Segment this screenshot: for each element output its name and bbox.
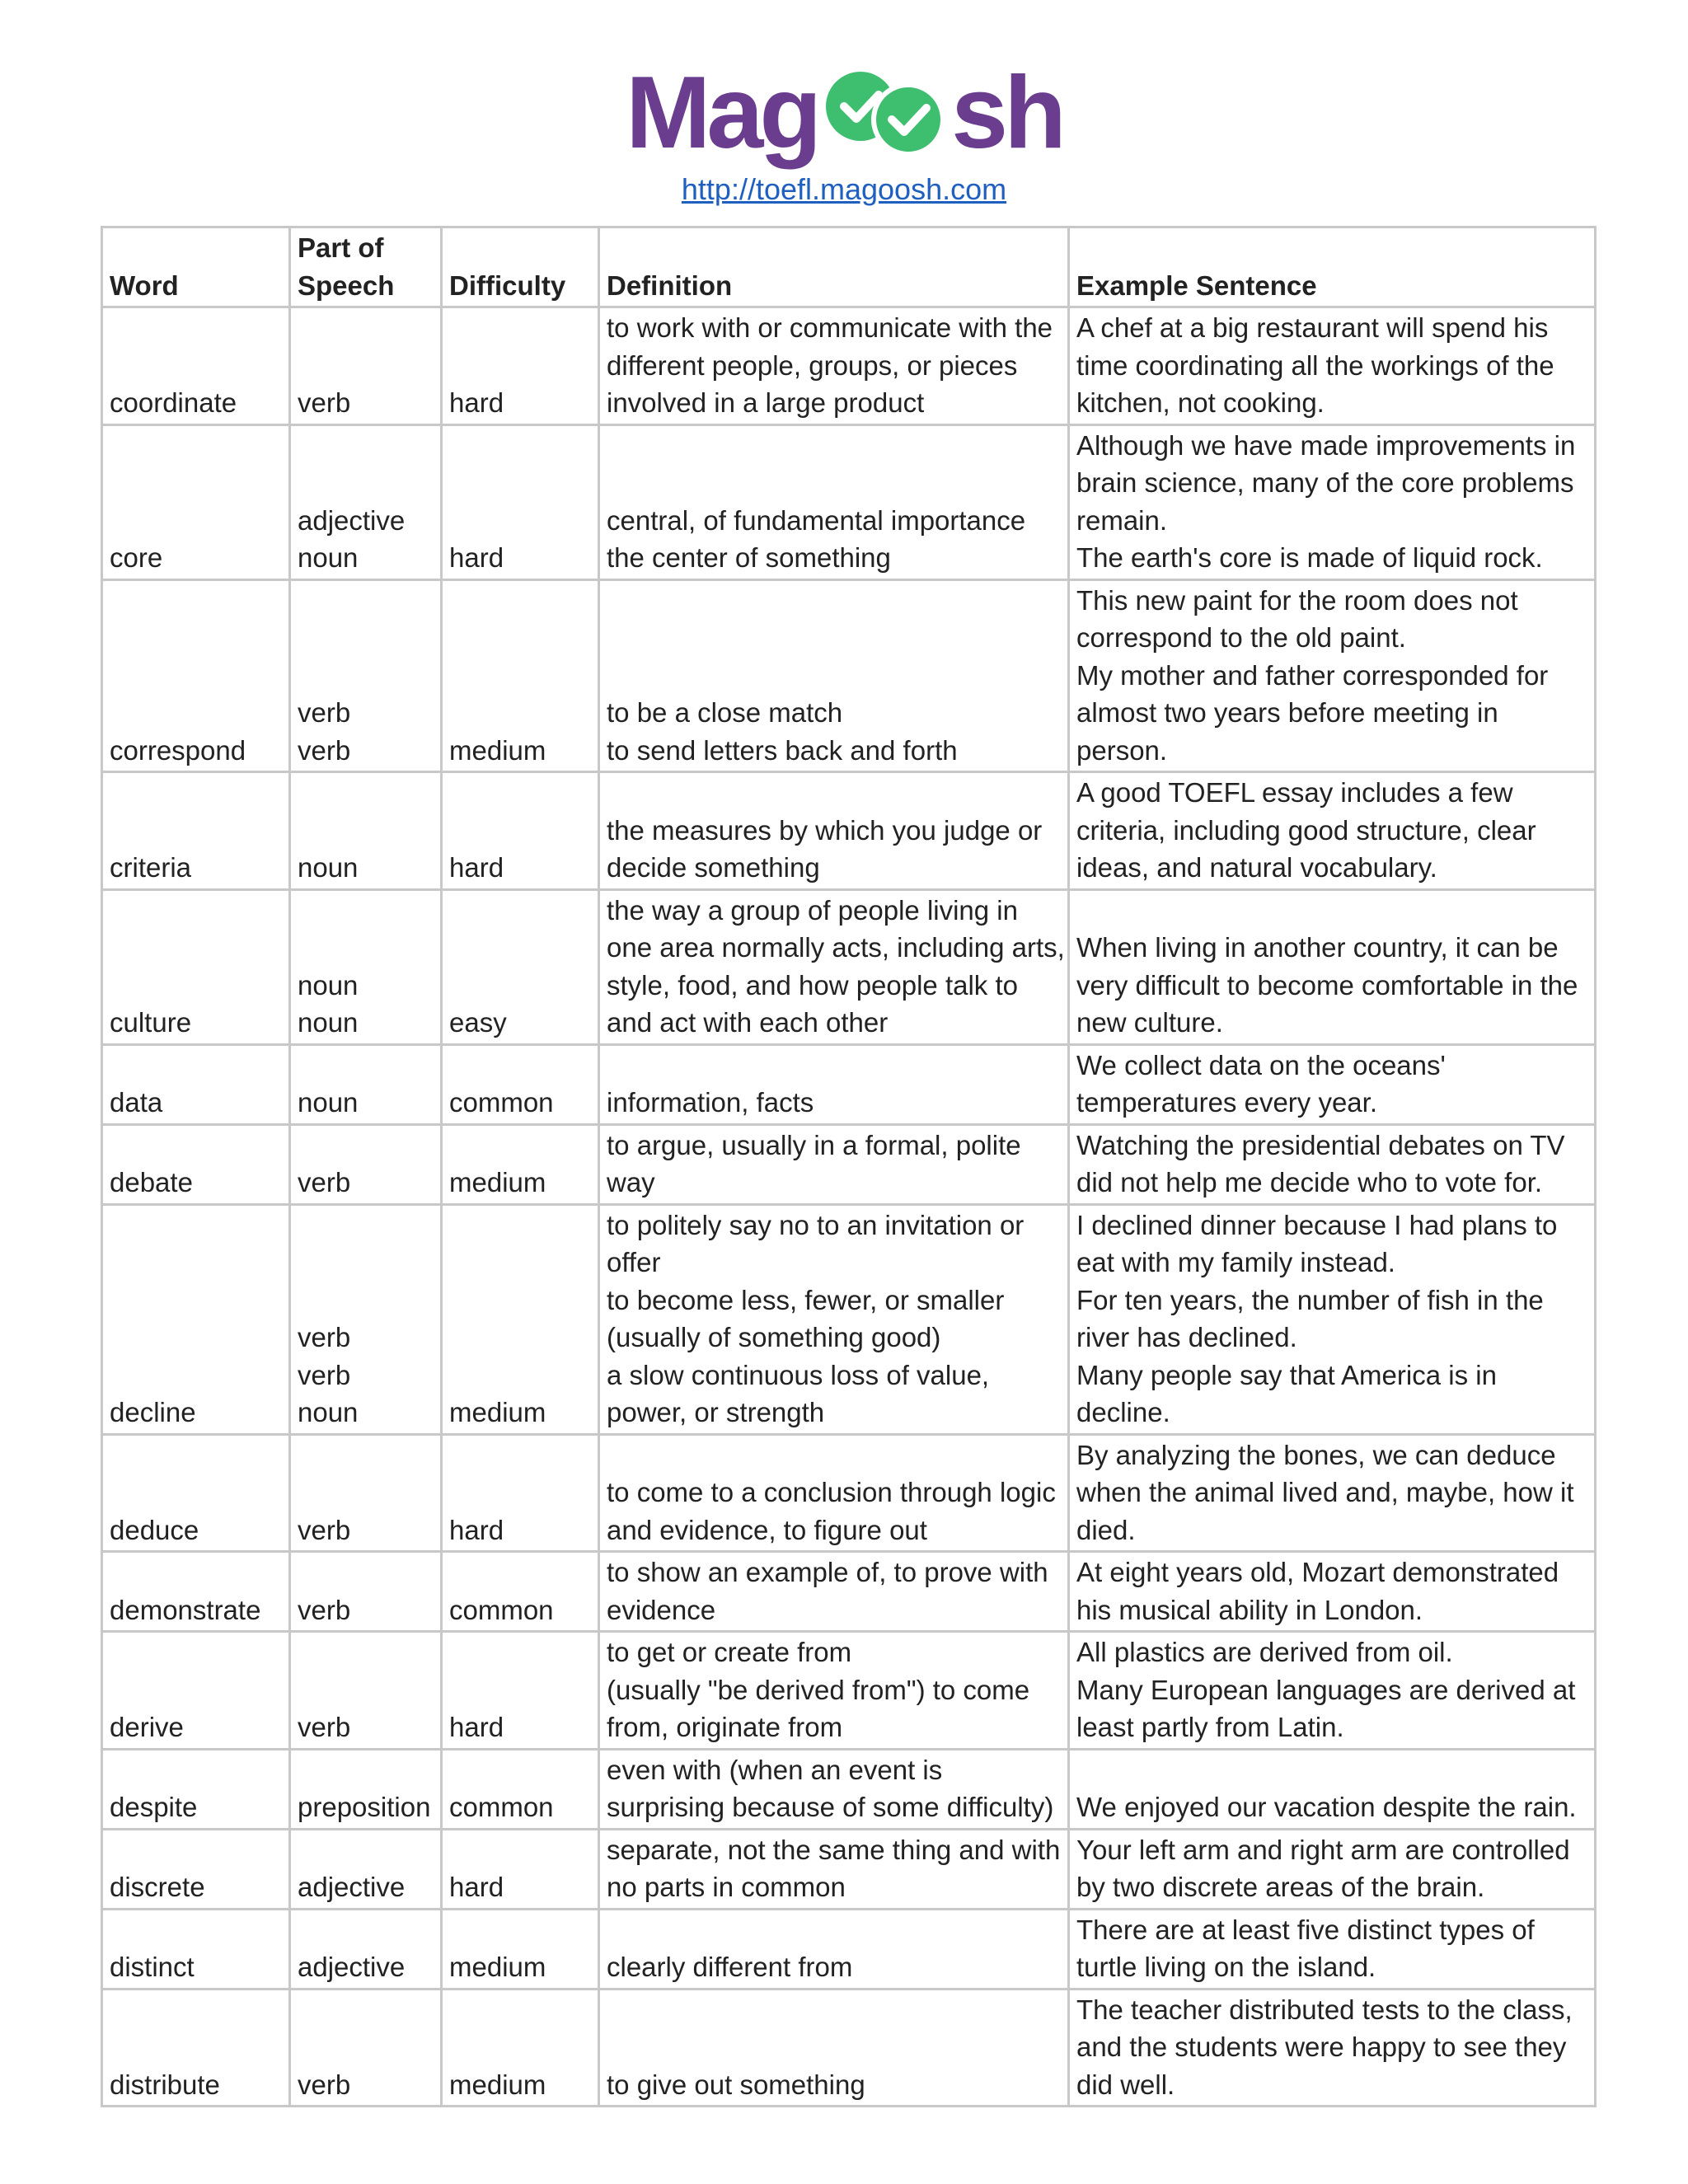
definition-cell: [599, 1829, 1069, 1909]
double-check-icon: [819, 63, 950, 162]
table-row: [102, 772, 1596, 890]
part-of-speech-cell: [290, 772, 442, 890]
example-sentence-cell-line: by two discrete areas of the brain.: [1076, 1872, 1485, 1902]
definition-cell-line: to get or create from: [607, 1637, 852, 1667]
part-of-speech-cell: [290, 1434, 442, 1552]
part-of-speech-cell: [290, 307, 442, 425]
table-row: [102, 1989, 1596, 2107]
header-pos-line: Part of: [298, 232, 384, 263]
example-sentence-cell-line: A good TOEFL essay includes a few: [1076, 777, 1513, 808]
part-of-speech-cell-line: verb: [298, 1322, 351, 1352]
example-sentence-cell: [1069, 1204, 1596, 1434]
example-sentence-cell: [1069, 1989, 1596, 2107]
difficulty-cell: hard: [442, 1434, 599, 1552]
header-pos-line: Speech: [298, 269, 395, 301]
part-of-speech-cell-line: adjective: [298, 504, 406, 536]
definition-cell-line: different people, groups, or pieces: [607, 349, 1018, 381]
part-of-speech-cell-line: verb: [298, 734, 351, 766]
part-of-speech-cell: [290, 1552, 442, 1632]
header-word: Word: [102, 227, 290, 307]
example-sentence-cell: [1069, 1044, 1596, 1124]
example-sentence-cell-line: There are at least five distinct types of: [1076, 1914, 1535, 1945]
definition-cell-line: to come to a conclusion through logic: [607, 1477, 1056, 1507]
table-row: [102, 1434, 1596, 1552]
part-of-speech-cell: [290, 1989, 442, 2107]
example-sentence-cell: [1069, 579, 1596, 772]
table-row: [102, 1204, 1596, 1434]
definition-cell-line: to send letters back and forth: [607, 734, 958, 766]
example-sentence-cell-line: Many people say that America is in: [1076, 1359, 1497, 1390]
example-sentence-cell-line: and the students were happy to see they: [1076, 2032, 1567, 2062]
table-row: [102, 1552, 1596, 1632]
table-body: [102, 307, 1596, 2107]
definition-cell: [599, 1749, 1069, 1829]
example-sentence-cell-line: new culture.: [1076, 1007, 1223, 1038]
example-sentence-cell-line: All plastics are derived from oil.: [1076, 1637, 1453, 1667]
logo-text-left: Mag: [626, 56, 818, 171]
definition-cell-line: and evidence, to figure out: [607, 1514, 927, 1545]
part-of-speech-cell: [290, 1909, 442, 1989]
example-sentence-cell-line: Many European languages are derived at: [1076, 1674, 1576, 1705]
part-of-speech-cell-line: noun: [298, 1087, 359, 1118]
example-sentence-cell-line: The teacher distributed tests to the class,: [1076, 1994, 1573, 2025]
table-row: [102, 1632, 1596, 1750]
example-sentence-cell-line: A chef at a big restaurant will spend his: [1076, 312, 1549, 343]
definition-cell: [599, 1434, 1069, 1552]
example-sentence-cell-line: did not help me decide who to vote for.: [1076, 1167, 1543, 1197]
part-of-speech-cell-line: preposition: [298, 1792, 431, 1822]
example-sentence-cell-line: Your left arm and right arm are controlled: [1076, 1834, 1570, 1865]
definition-cell: [599, 1989, 1069, 2107]
definition-cell: [599, 307, 1069, 425]
example-sentence-cell-line: We enjoyed our vacation despite the rain.: [1076, 1792, 1577, 1822]
word-cell: criteria: [102, 772, 290, 890]
part-of-speech-cell-line: verb: [298, 387, 351, 418]
table-row: [102, 1124, 1596, 1204]
definition-cell-line: (usually of something good): [607, 1322, 941, 1352]
example-sentence-cell-line: criteria, including good structure, clear: [1076, 814, 1536, 846]
word-cell: correspond: [102, 579, 290, 772]
word-cell: deduce: [102, 1434, 290, 1552]
table-row: [102, 1044, 1596, 1124]
part-of-speech-cell-line: noun: [298, 1007, 359, 1038]
example-sentence-cell-line: eat with my family instead.: [1076, 1247, 1395, 1277]
example-sentence-cell-line: For ten years, the number of fish in the: [1076, 1284, 1544, 1315]
word-cell: coordinate: [102, 307, 290, 425]
example-sentence-cell: [1069, 889, 1596, 1044]
word-cell: discrete: [102, 1829, 290, 1909]
table-row: [102, 307, 1596, 425]
part-of-speech-cell-line: verb: [298, 2069, 351, 2100]
difficulty-cell: common: [442, 1749, 599, 1829]
word-cell: despite: [102, 1749, 290, 1829]
part-of-speech-cell-line: verb: [298, 1167, 351, 1197]
word-cell: distribute: [102, 1989, 290, 2107]
example-sentence-cell: [1069, 1829, 1596, 1909]
part-of-speech-cell: [290, 1749, 442, 1829]
example-sentence-cell-line: I declined dinner because I had plans to: [1076, 1209, 1558, 1240]
difficulty-cell: hard: [442, 1829, 599, 1909]
definition-cell: [599, 1204, 1069, 1434]
example-sentence-cell-line: his musical ability in London.: [1076, 1594, 1423, 1625]
example-sentence-cell-line: By analyzing the bones, we can deduce: [1076, 1439, 1556, 1470]
definition-cell: [599, 579, 1069, 772]
definition-cell-line: to work with or communicate with the: [607, 312, 1053, 343]
header-difficulty: Difficulty: [442, 227, 599, 307]
definition-cell-line: even with (when an event is: [607, 1754, 943, 1785]
vocabulary-table: [101, 226, 1597, 2107]
example-sentence-cell-line: correspond to the old paint.: [1076, 622, 1406, 653]
definition-cell-line: offer: [607, 1247, 661, 1277]
table-row: [102, 424, 1596, 579]
difficulty-cell: hard: [442, 424, 599, 579]
example-sentence-cell: [1069, 307, 1596, 425]
definition-cell-line: from, originate from: [607, 1712, 843, 1742]
example-sentence-cell-line: least partly from Latin.: [1076, 1712, 1344, 1742]
part-of-speech-cell-line: verb: [298, 1594, 351, 1625]
example-sentence-cell: [1069, 1124, 1596, 1204]
word-cell: distinct: [102, 1909, 290, 1989]
definition-cell: [599, 1909, 1069, 1989]
header-example-sentence: Example Sentence: [1069, 227, 1596, 307]
definition-cell-line: surprising because of some difficulty): [607, 1792, 1054, 1822]
difficulty-cell: easy: [442, 889, 599, 1044]
example-sentence-cell: [1069, 1749, 1596, 1829]
definition-cell-line: to show an example of, to prove with: [607, 1557, 1048, 1587]
example-sentence-cell-line: river has declined.: [1076, 1322, 1297, 1352]
part-of-speech-cell-line: noun: [298, 969, 359, 1001]
definition-cell-line: involved in a large product: [607, 387, 925, 418]
difficulty-cell: hard: [442, 307, 599, 425]
definition-cell-line: decide something: [607, 852, 820, 883]
example-sentence-cell: [1069, 1632, 1596, 1750]
definition-cell: [599, 424, 1069, 579]
difficulty-cell: common: [442, 1552, 599, 1632]
word-cell: culture: [102, 889, 290, 1044]
example-sentence-cell-line: This new paint for the room does not: [1076, 584, 1518, 616]
definition-cell-line: to argue, usually in a formal, polite: [607, 1129, 1021, 1160]
definition-cell: [599, 889, 1069, 1044]
example-sentence-cell: [1069, 1552, 1596, 1632]
definition-cell: [599, 1044, 1069, 1124]
definition-cell-line: a slow continuous loss of value,: [607, 1359, 990, 1390]
example-sentence-cell: [1069, 424, 1596, 579]
difficulty-cell: medium: [442, 1124, 599, 1204]
word-cell: core: [102, 424, 290, 579]
example-sentence-cell: [1069, 1434, 1596, 1552]
magoosh-logo: [0, 48, 1688, 171]
word-cell: data: [102, 1044, 290, 1124]
example-sentence-cell-line: When living in another country, it can be: [1076, 932, 1559, 963]
table-row: [102, 1749, 1596, 1829]
definition-cell-line: power, or strength: [607, 1397, 825, 1427]
word-cell: decline: [102, 1204, 290, 1434]
part-of-speech-cell-line: verb: [298, 1712, 351, 1742]
header-row: [102, 227, 1596, 307]
header-definition: Definition: [599, 227, 1069, 307]
part-of-speech-cell: [290, 579, 442, 772]
definition-cell-line: style, food, and how people talk to: [607, 969, 1018, 1001]
difficulty-cell: medium: [442, 1989, 599, 2107]
example-sentence-cell-line: died.: [1076, 1514, 1136, 1545]
difficulty-cell: common: [442, 1044, 599, 1124]
word-cell: derive: [102, 1632, 290, 1750]
part-of-speech-cell: [290, 889, 442, 1044]
part-of-speech-cell-line: noun: [298, 542, 359, 573]
example-sentence-cell-line: My mother and father corresponded for: [1076, 659, 1549, 691]
definition-cell-line: one area normally acts, including arts,: [607, 932, 1065, 963]
example-sentence-cell-line: We collect data on the oceans': [1076, 1049, 1446, 1080]
example-sentence-cell-line: Watching the presidential debates on TV: [1076, 1129, 1565, 1160]
definition-cell: [599, 772, 1069, 890]
part-of-speech-cell: [290, 1124, 442, 1204]
example-sentence-cell-line: At eight years old, Mozart demonstrated: [1076, 1557, 1559, 1587]
definition-cell-line: and act with each other: [607, 1007, 889, 1038]
definition-cell-line: way: [607, 1167, 655, 1197]
example-sentence-cell-line: almost two years before meeting in: [1076, 697, 1498, 728]
definition-cell-line: information, facts: [607, 1087, 814, 1118]
site-link[interactable]: http://toefl.magoosh.com: [681, 172, 1007, 206]
example-sentence-cell-line: brain science, many of the core problems: [1076, 467, 1574, 498]
definition-cell-line: central, of fundamental importance: [607, 504, 1026, 536]
example-sentence-cell-line: turtle living on the island.: [1076, 1952, 1376, 1982]
example-sentence-cell-line: Although we have made improvements in: [1076, 429, 1576, 461]
example-sentence-cell-line: remain.: [1076, 504, 1168, 536]
definition-cell: [599, 1124, 1069, 1204]
part-of-speech-cell-line: verb: [298, 697, 351, 728]
example-sentence-cell-line: did well.: [1076, 2069, 1175, 2100]
example-sentence-cell-line: person.: [1076, 734, 1168, 766]
part-of-speech-cell: [290, 1632, 442, 1750]
part-of-speech-cell-line: noun: [298, 852, 359, 883]
definition-cell-line: the way a group of people living in: [607, 894, 1018, 926]
difficulty-cell: medium: [442, 579, 599, 772]
definition-cell-line: the measures by which you judge or: [607, 814, 1043, 846]
part-of-speech-cell-line: verb: [298, 1359, 351, 1390]
example-sentence-cell-line: time coordinating all the workings of the: [1076, 349, 1554, 381]
part-of-speech-cell-line: adjective: [298, 1952, 406, 1982]
part-of-speech-cell-line: verb: [298, 1514, 351, 1545]
definition-cell-line: to give out something: [607, 2069, 865, 2100]
part-of-speech-cell: [290, 1204, 442, 1434]
table-row: [102, 1909, 1596, 1989]
difficulty-cell: hard: [442, 772, 599, 890]
logo-text-right: sh: [951, 56, 1062, 171]
example-sentence-cell: [1069, 772, 1596, 890]
part-of-speech-cell-line: noun: [298, 1397, 359, 1427]
example-sentence-cell-line: The earth's core is made of liquid rock.: [1076, 542, 1543, 573]
definition-cell-line: to be a close match: [607, 697, 843, 728]
example-sentence-cell-line: decline.: [1076, 1397, 1170, 1427]
definition-cell-line: clearly different from: [607, 1952, 853, 1982]
definition-cell: [599, 1632, 1069, 1750]
definition-cell-line: no parts in common: [607, 1872, 846, 1902]
example-sentence-cell-line: ideas, and natural vocabulary.: [1076, 852, 1437, 883]
table-row: [102, 579, 1596, 772]
part-of-speech-cell-line: adjective: [298, 1872, 406, 1902]
example-sentence-cell-line: kitchen, not cooking.: [1076, 387, 1325, 418]
example-sentence-cell: [1069, 1909, 1596, 1989]
example-sentence-cell-line: very difficult to become comfortable in the: [1076, 969, 1578, 1001]
part-of-speech-cell: [290, 424, 442, 579]
difficulty-cell: hard: [442, 1632, 599, 1750]
definition-cell-line: the center of something: [607, 542, 891, 573]
example-sentence-cell-line: temperatures every year.: [1076, 1087, 1377, 1118]
example-sentence-cell-line: when the animal lived and, maybe, how it: [1076, 1477, 1574, 1507]
word-cell: demonstrate: [102, 1552, 290, 1632]
definition-cell-line: to become less, fewer, or smaller: [607, 1284, 1005, 1315]
part-of-speech-cell: [290, 1044, 442, 1124]
definition-cell-line: evidence: [607, 1594, 716, 1625]
difficulty-cell: medium: [442, 1909, 599, 1989]
header-part-of-speech: [290, 227, 442, 307]
definition-cell-line: (usually "be derived from") to come: [607, 1674, 1030, 1705]
definition-cell: [599, 1552, 1069, 1632]
difficulty-cell: medium: [442, 1204, 599, 1434]
table-row: [102, 1829, 1596, 1909]
table-row: [102, 889, 1596, 1044]
part-of-speech-cell: [290, 1829, 442, 1909]
definition-cell-line: separate, not the same thing and with: [607, 1834, 1061, 1865]
definition-cell-line: to politely say no to an invitation or: [607, 1209, 1025, 1240]
word-cell: debate: [102, 1124, 290, 1204]
